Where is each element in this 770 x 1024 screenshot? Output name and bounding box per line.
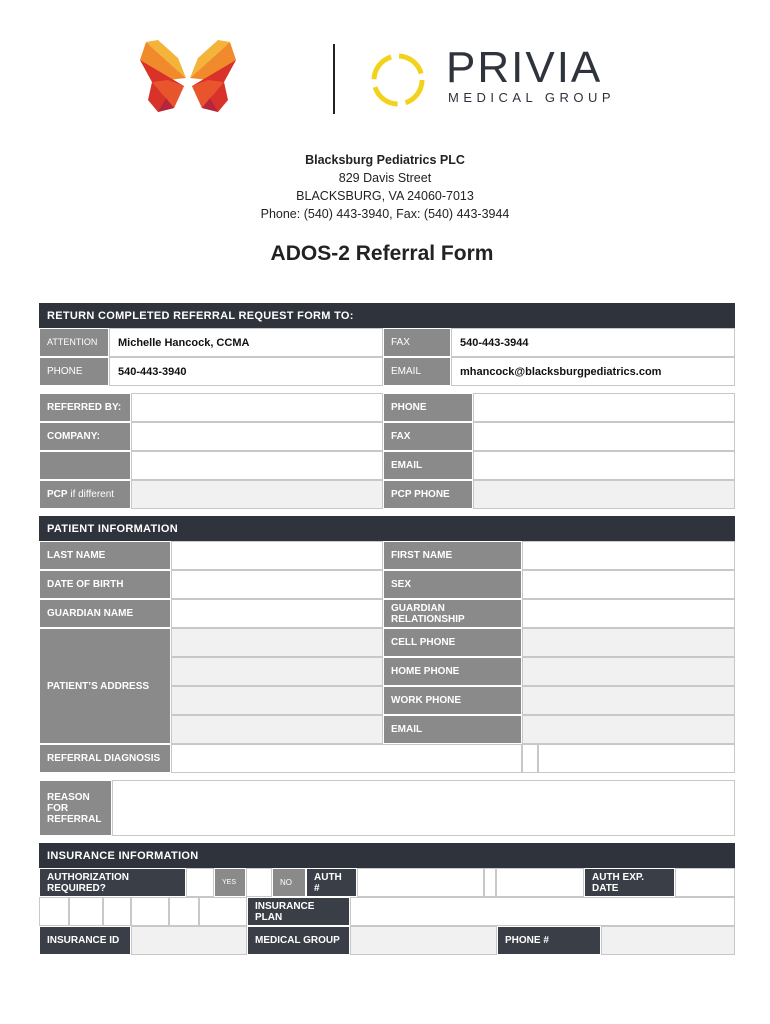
logo-divider [333, 44, 335, 114]
referrer-phone-field[interactable] [473, 393, 735, 422]
sex-label: SEX [383, 570, 522, 599]
auth-number-label: AUTH # [306, 868, 357, 897]
address-line-4[interactable] [171, 715, 383, 744]
referred-by-field[interactable] [131, 393, 383, 422]
pcp-label-rest: if different [67, 489, 115, 500]
home-phone-label: HOME PHONE [383, 657, 522, 686]
insurance-plan-field[interactable] [350, 897, 735, 926]
plan-box-1[interactable] [39, 897, 69, 926]
referrer-fax-label: FAX [383, 422, 473, 451]
practice-phone-fax: Phone: (540) 443-3940, Fax: (540) 443-3944 [260, 207, 510, 221]
company-field[interactable] [131, 422, 383, 451]
butterfly-icon [138, 38, 238, 116]
email-value: mhancock@blacksburgpediatrics.com [451, 357, 735, 386]
medical-group-label: MEDICAL GROUP [247, 926, 350, 955]
practice-name: Blacksburg Pediatrics PLC [305, 153, 465, 167]
referrer-phone-label: PHONE [383, 393, 473, 422]
plan-box-4[interactable] [131, 897, 169, 926]
home-phone-field[interactable] [522, 657, 735, 686]
guardian-name-field[interactable] [171, 599, 383, 628]
guardian-name-label: GUARDIAN NAME [39, 599, 171, 628]
referrer-email-field[interactable] [473, 451, 735, 480]
diagnosis-field-3[interactable] [538, 744, 735, 773]
fax-value: 540-443-3944 [451, 328, 735, 357]
page-title: ADOS-2 Referral Form [270, 242, 494, 265]
fax-label: FAX [383, 328, 451, 357]
dob-label: DATE OF BIRTH [39, 570, 171, 599]
auth-yes-label[interactable]: YES [214, 868, 246, 897]
insurance-phone-label: PHONE # [497, 926, 601, 955]
diagnosis-field-2[interactable] [522, 744, 538, 773]
company-label: COMPANY: [39, 422, 131, 451]
patient-email-label: EMAIL [383, 715, 522, 744]
email-label: EMAIL [383, 357, 451, 386]
medical-group-field[interactable] [350, 926, 497, 955]
referrer-email-label: EMAIL [383, 451, 473, 480]
attention-label: ATTENTION [39, 328, 109, 357]
sex-field[interactable] [522, 570, 735, 599]
work-phone-label: WORK PHONE [383, 686, 522, 715]
auth-number-field-2[interactable] [484, 868, 496, 897]
patient-header: PATIENT INFORMATION [39, 516, 735, 541]
diagnosis-label: REFERRAL DIAGNOSIS [39, 744, 171, 773]
auth-number-field[interactable] [357, 868, 484, 897]
plan-box-6[interactable] [199, 897, 247, 926]
phone-value: 540-443-3940 [109, 357, 383, 386]
auth-yes-box[interactable] [246, 868, 272, 897]
insurance-phone-field[interactable] [601, 926, 735, 955]
dob-field[interactable] [171, 570, 383, 599]
practice-street: 829 Davis Street [338, 171, 432, 185]
pcp-phone-label: PCP PHONE [383, 480, 473, 509]
first-name-label: FIRST NAME [383, 541, 522, 570]
patient-email-field[interactable] [522, 715, 735, 744]
address-line-1[interactable] [171, 628, 383, 657]
auth-yes-checkbox-spacer [186, 868, 214, 897]
insurance-id-field[interactable] [131, 926, 247, 955]
plan-box-3[interactable] [103, 897, 131, 926]
guardian-relationship-label: GUARDIAN RELATIONSHIP [383, 599, 522, 628]
auth-exp-field[interactable] [675, 868, 735, 897]
company-name: PRIVIA [446, 43, 603, 92]
insurance-plan-label: INSURANCE PLAN [247, 897, 350, 926]
reason-label: REASON FOR REFERRAL [39, 780, 112, 836]
pcp-label [39, 480, 131, 509]
address-line-3[interactable] [171, 686, 383, 715]
pcp-label-bold: PCP [47, 489, 68, 500]
auth-exp-label: AUTH EXP. DATE [584, 868, 675, 897]
first-name-field[interactable] [522, 541, 735, 570]
auth-number-field-3[interactable] [496, 868, 584, 897]
phone-label: PHONE [39, 357, 109, 386]
address-label: PATIENT’S ADDRESS [39, 628, 171, 744]
referred-by-label: REFERRED BY: [39, 393, 131, 422]
attention-value: Michelle Hancock, CCMA [109, 328, 383, 357]
plan-box-2[interactable] [69, 897, 103, 926]
auth-required-label: AUTHORIZATION REQUIRED? [39, 868, 186, 897]
work-phone-field[interactable] [522, 686, 735, 715]
insurance-id-label: INSURANCE ID [39, 926, 131, 955]
auth-no-label[interactable]: NO [272, 868, 306, 897]
practice-city: BLACKSBURG, VA 24060-7013 [296, 189, 474, 203]
privia-ring-icon [368, 50, 428, 110]
pcp-field[interactable] [131, 480, 383, 509]
return-header: RETURN COMPLETED REFERRAL REQUEST FORM TO: [39, 303, 735, 328]
cell-phone-label: CELL PHONE [383, 628, 522, 657]
referrer-fax-field[interactable] [473, 422, 735, 451]
last-name-field[interactable] [171, 541, 383, 570]
plan-box-5[interactable] [169, 897, 199, 926]
blank-label [39, 451, 131, 480]
company-field-2[interactable] [131, 451, 383, 480]
last-name-label: LAST NAME [39, 541, 171, 570]
diagnosis-field-1[interactable] [171, 744, 522, 773]
cell-phone-field[interactable] [522, 628, 735, 657]
guardian-relationship-field[interactable] [522, 599, 735, 628]
company-subtitle: MEDICAL GROUP [448, 90, 616, 105]
reason-field[interactable] [112, 780, 735, 836]
address-line-2[interactable] [171, 657, 383, 686]
insurance-header: INSURANCE INFORMATION [39, 843, 735, 868]
pcp-phone-field[interactable] [473, 480, 735, 509]
